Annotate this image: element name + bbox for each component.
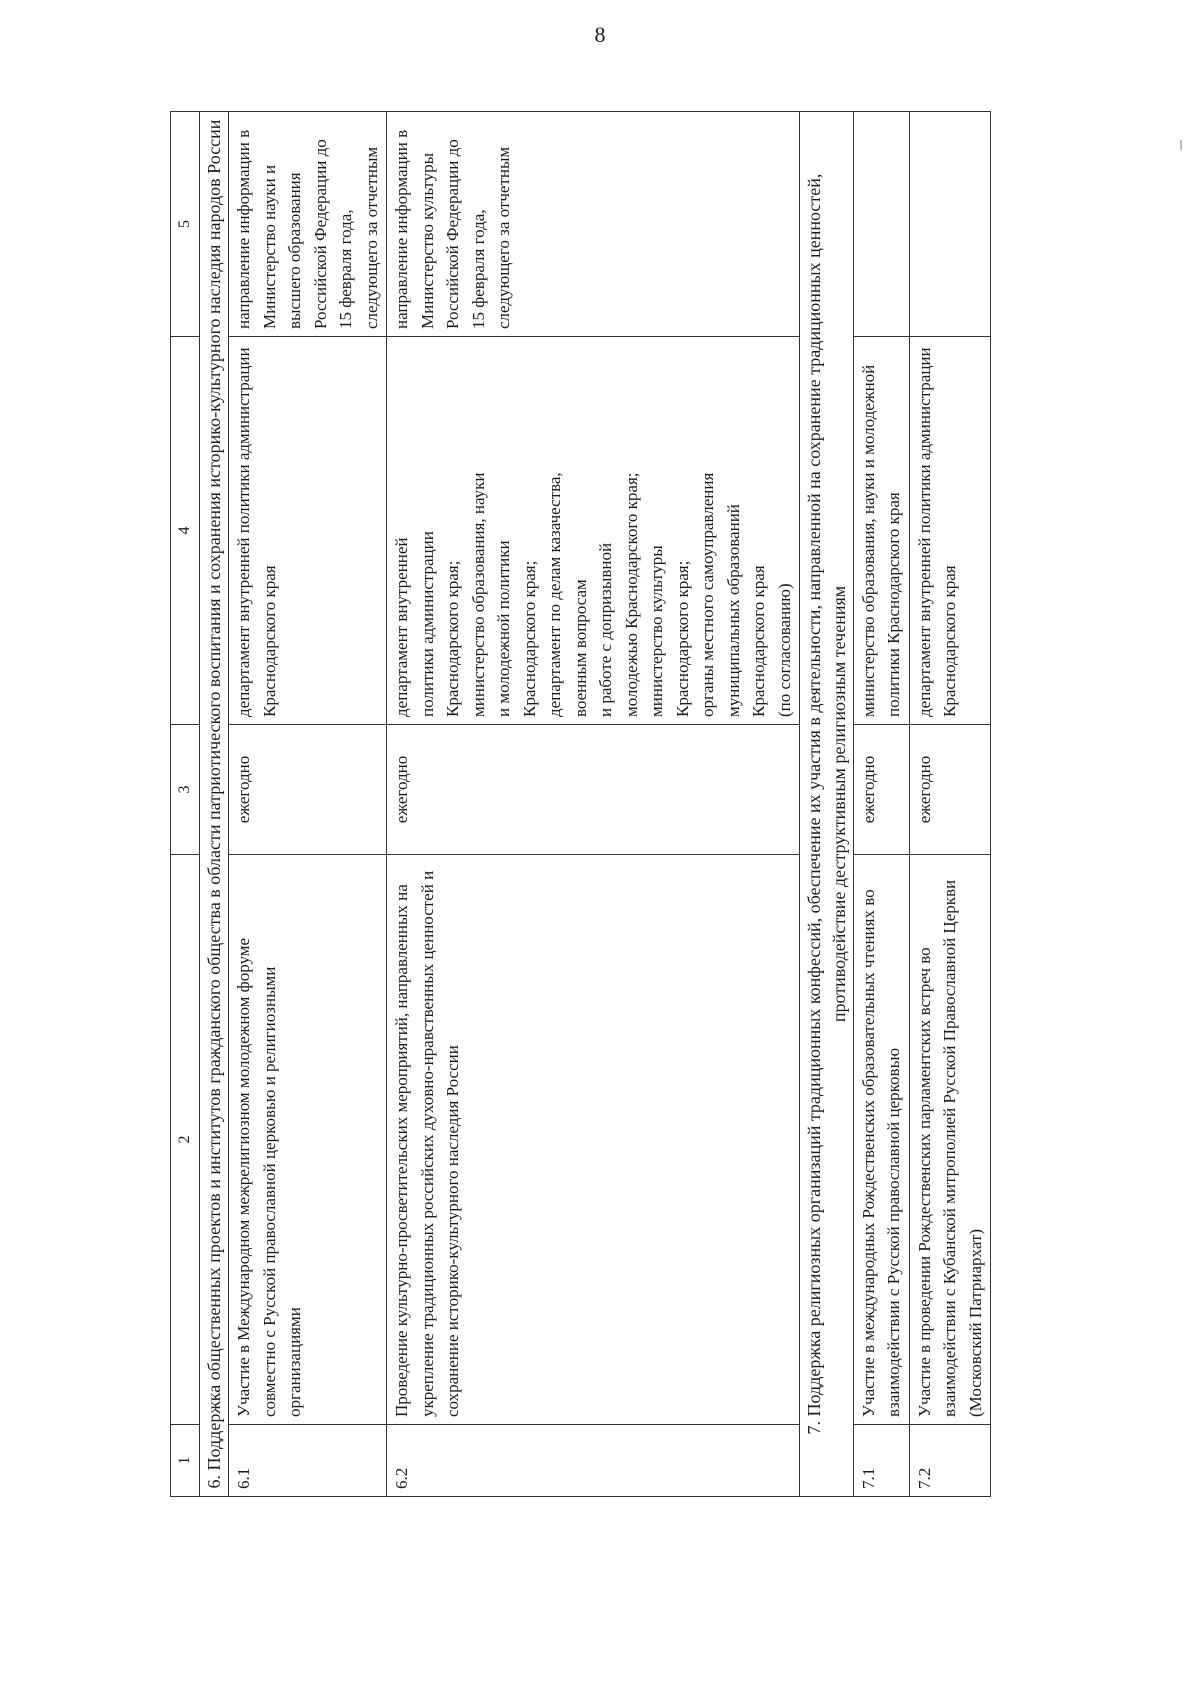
- action-plan-table: [170, 111, 991, 1497]
- activity-cell: Проведение культурно-просветительских мероприятий, направленных на укрепление традиционных российских духовно-нравственных ценностей и сохранение историко-культурного наследия России: [387, 855, 800, 1425]
- report-cell: [909, 112, 991, 337]
- responsible-cell: департамент внутренней политики администрации Краснодарского края: [909, 337, 991, 725]
- responsible-cell: министерство образования, науки и молодежной политики Краснодарского края: [853, 337, 909, 725]
- row-number: 6.2: [387, 1425, 800, 1497]
- column-number-2: 2: [171, 855, 200, 1425]
- table-row: [229, 112, 387, 1497]
- table-row: [387, 112, 800, 1497]
- scan-artifact: [1180, 140, 1182, 150]
- report-cell: направление информации в Министерство культуры Российской Федерации до 15 февраля года, следующего за отчетным: [387, 112, 800, 337]
- page-number: 8: [594, 22, 606, 47]
- activity-cell: Участие в международных Рождественских образовательных чтениях во взаимодействии с Русской православной церковью: [853, 855, 909, 1425]
- row-number: 7.2: [909, 1425, 991, 1497]
- responsible-cell: департамент внутренней политики администрации Краснодарского края; министерство образования, науки и молодежной политики Краснодарского края; департамент по делам казачества, военным вопросам и работе с допризывной молодежью Краснодарского края; министерство культуры Краснодарского края; органы местного самоуправления муниципальных образований Краснодарского края (по согласованию): [387, 337, 800, 725]
- section-7-title: 7. Поддержка религиозных организаций традиционных конфессий, обеспечение их участия в деятельности, направленной на сохранение традиционных ценностей, противодействие деструктивным религиозным течениям: [800, 112, 854, 1497]
- report-cell: [853, 112, 909, 337]
- column-number-1: 1: [171, 1425, 200, 1497]
- activity-cell: Участие в Международном межрелигиозном молодежном форуме совместно с Русской православной церковью и религиозными организациями: [229, 855, 387, 1425]
- period-cell: ежегодно: [229, 725, 387, 855]
- period-cell: ежегодно: [853, 725, 909, 855]
- column-number-4: 4: [171, 337, 200, 725]
- responsible-cell: департамент внутренней политики администрации Краснодарского края: [229, 337, 387, 725]
- table-row: [909, 112, 991, 1497]
- column-number-row: [171, 112, 200, 1497]
- section-heading-row: [200, 112, 229, 1497]
- row-number: 6.1: [229, 1425, 387, 1497]
- row-number: 7.1: [853, 1425, 909, 1497]
- rotated-table-container: [170, 112, 985, 1497]
- section-heading-row: [800, 112, 854, 1497]
- period-cell: ежегодно: [909, 725, 991, 855]
- column-number-5: 5: [171, 112, 200, 337]
- table-row: [853, 112, 909, 1497]
- period-cell: ежегодно: [387, 725, 800, 855]
- activity-cell: Участие в проведении Рождественских парламентских встреч во взаимодействии с Кубанской митрополией Русской Православной Церкви (Московский Патриархат): [909, 855, 991, 1425]
- report-cell: направление информации в Министерство науки и высшего образования Российской Федерации до 15 февраля года, следующего за отчетным: [229, 112, 387, 337]
- section-6-title: 6. Поддержка общественных проектов и институтов гражданского общества в области патриотического воспитания и сохранения историко-культурного наследия народов России: [200, 112, 229, 1497]
- column-number-3: 3: [171, 725, 200, 855]
